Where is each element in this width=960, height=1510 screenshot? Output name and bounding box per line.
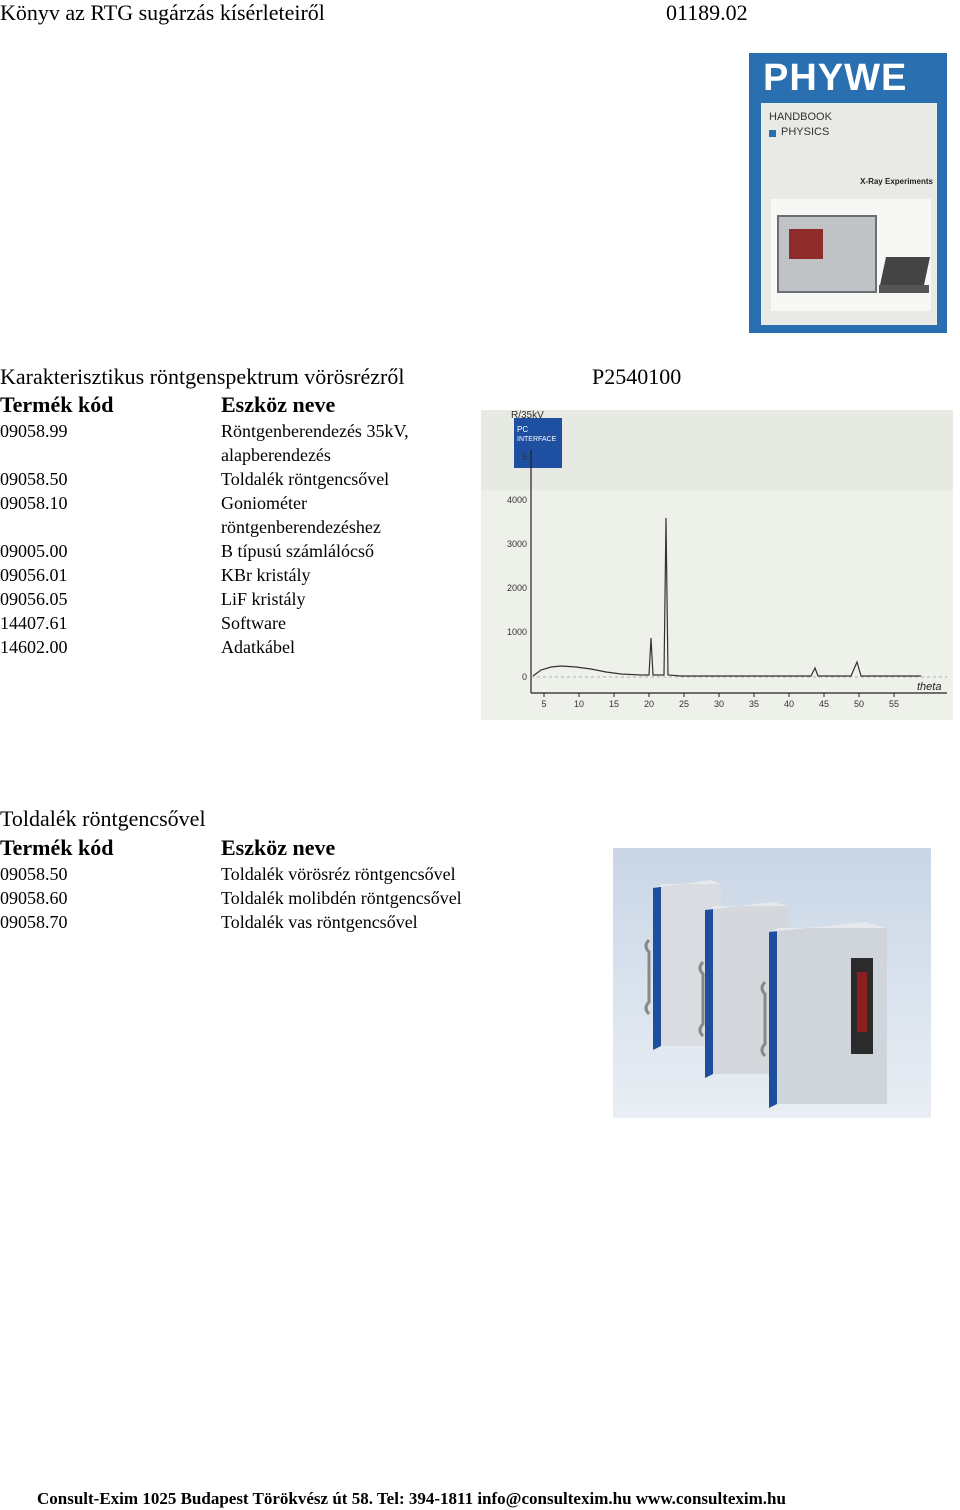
xray-tube-modules-image: [613, 848, 931, 1118]
cover-bullet: [769, 130, 776, 137]
spectrum-top-label: R/35kV: [511, 410, 544, 421]
table-row-code: 09058.50: [0, 864, 68, 884]
section2-col-name: Eszköz neve: [221, 835, 336, 860]
x-tick-label: 40: [783, 699, 795, 709]
laptop-base: [879, 285, 929, 293]
section1-col-code: Termék kód: [0, 392, 114, 417]
table-row-name: Toldalék vörösréz röntgencsővel: [221, 864, 456, 884]
footer-contact: Consult-Exim 1025 Budapest Törökvész út 58. Tel: 394-1811 info@consultexim.hu www.consultexim.hu: [37, 1489, 786, 1508]
y-tick-label: 4000: [506, 495, 527, 505]
x-tick-label: 5: [541, 699, 547, 709]
table-row-name: LiF kristály: [221, 589, 306, 609]
table-row-code: 14602.00: [0, 637, 68, 657]
section1-title: Karakterisztikus röntgenspektrum vörösrézről: [0, 364, 405, 389]
table-row-name: Toldalék vas röntgencsővel: [221, 912, 418, 932]
table-row-code: 09056.05: [0, 589, 68, 609]
x-tick-label: 25: [678, 699, 690, 709]
table-row-name-cont: alapberendezés: [221, 445, 331, 465]
table-row-code: 09058.50: [0, 469, 68, 489]
table-row-name-cont: röntgenberendezéshez: [221, 517, 381, 537]
x-tick-label: 20: [643, 699, 655, 709]
laptop: [880, 257, 930, 285]
table-row-name: Toldalék röntgencsővel: [221, 469, 390, 489]
x-tick-label: 35: [748, 699, 760, 709]
module-3: [769, 922, 887, 1108]
table-row-name: Software: [221, 613, 286, 633]
x-tick-label: 45: [818, 699, 830, 709]
x-axis-label: theta: [917, 681, 942, 693]
cover-line2: PHYSICS: [781, 126, 830, 138]
section1-col-name: Eszköz neve: [221, 392, 336, 417]
page-title: Könyv az RTG sugárzás kísérleteiről: [0, 0, 325, 25]
table-row-code: 09005.00: [0, 541, 68, 561]
xray-unit-window: [789, 229, 823, 259]
y-tick-label: 1000: [506, 627, 527, 637]
x-tick-label: 10: [573, 699, 585, 709]
section1-code: P2540100: [592, 364, 682, 389]
spectrum-image: [481, 410, 953, 720]
section2-title: Toldalék röntgencsővel: [0, 806, 206, 831]
table-row-code: 09056.01: [0, 565, 68, 585]
table-row-code: 09058.99: [0, 421, 68, 441]
interface-label-1: PC: [517, 425, 529, 434]
table-row-name: Adatkábel: [221, 637, 295, 657]
cover-logo: PHYWE: [763, 57, 908, 99]
y-tick-label: 0: [521, 672, 527, 682]
table-row-name: KBr kristály: [221, 565, 311, 585]
x-tick-label: 15: [608, 699, 620, 709]
section2-col-code: Termék kód: [0, 835, 114, 860]
x-tick-label: 30: [713, 699, 725, 709]
y-tick-label: 5: [521, 452, 527, 462]
x-tick-label: 50: [853, 699, 865, 709]
table-row-name: Toldalék molibdén röntgencsővel: [221, 888, 462, 908]
table-row-code: 09058.70: [0, 912, 68, 932]
table-row-code: 14407.61: [0, 613, 68, 633]
x-tick-label: 55: [888, 699, 900, 709]
cover-subtitle: X-Ray Experiments: [860, 177, 933, 186]
cover-panel: [761, 103, 937, 325]
cover-photo: [771, 199, 931, 311]
table-row-code: 09058.60: [0, 888, 68, 908]
handbook-cover-image: [749, 53, 947, 333]
cover-line1: HANDBOOK: [769, 111, 832, 123]
table-row-name: Goniométer: [221, 493, 307, 513]
interface-label-2: INTERFACE: [517, 436, 557, 443]
document-code: 01189.02: [666, 0, 748, 25]
table-row-code: 09058.10: [0, 493, 68, 513]
table-row-name: Röntgenberendezés 35kV,: [221, 421, 409, 441]
y-tick-label: 2000: [506, 583, 527, 593]
y-tick-label: 3000: [506, 539, 527, 549]
table-row-name: B típusú számlálócső: [221, 541, 374, 561]
tube: [857, 972, 867, 1032]
